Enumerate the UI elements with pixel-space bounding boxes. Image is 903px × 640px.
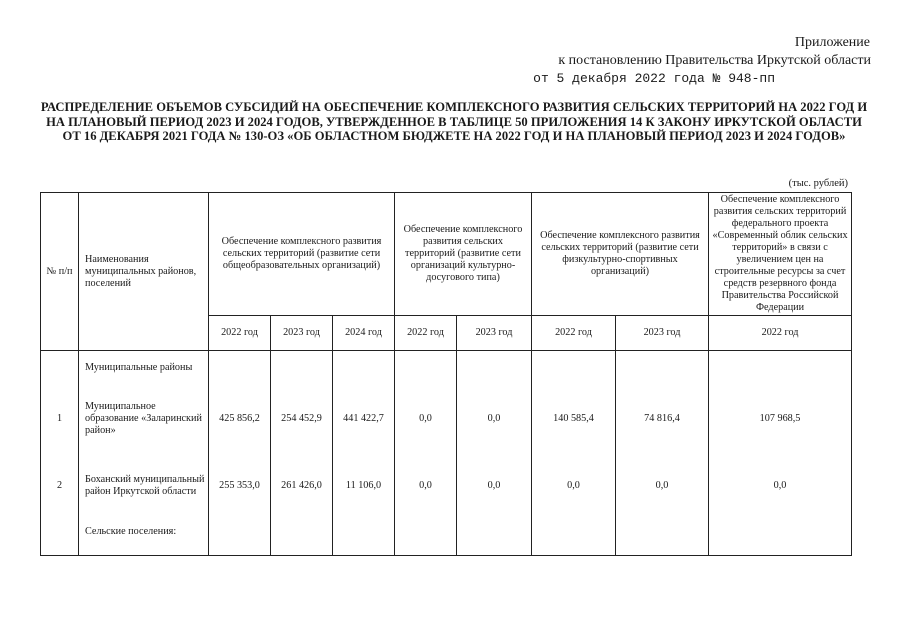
row-name: Боханский муниципальный район Иркутской области — [79, 465, 209, 508]
document-title: РАСПРЕДЕЛЕНИЕ ОБЪЕМОВ СУБСИДИЙ НА ОБЕСПЕЧЕНИЕ КОМПЛЕКСНОГО РАЗВИТИЯ СЕЛЬСКИХ ТЕРРИТОРИЙ НА 2022 ГОД И НА ПЛАНОВЫЙ ПЕРИОД 2023 И 2024 ГОДОВ, УТВЕРЖДЕННОЕ В ТАБЛИЦЕ 50 ПРИЛОЖЕНИЯ 14 К ЗАКОНУ ИРКУТСКОЙ ОБЛАСТИ ОТ 16 ДЕКАБРЯ 2021 ГОДА № 130-ОЗ «ОБ ОБЛАСТНОМ БЮДЖЕТЕ НА 2022 ГОД И НА ПЛАНОВЫЙ ПЕРИОД 2023 И 2024 ГОДОВ» — [40, 100, 868, 143]
row-num: 1 — [41, 398, 79, 441]
row-value: 254 452,9 — [271, 398, 333, 441]
row-value: 0,0 — [532, 465, 616, 508]
row-value: 255 353,0 — [209, 465, 271, 508]
year-cell: 2022 год — [209, 316, 271, 351]
appendix-block — [533, 34, 871, 88]
header-federal: Обеспечение комплексного развития сельских территорий федерального проекта «Современный облик сельских территорий» в связи с увеличением цен на строительные ресурсы за счет средств резервного фонда Правительства Российской Федерации — [709, 193, 852, 316]
appendix-title: Приложение — [794, 35, 870, 50]
row-value: 0,0 — [709, 465, 852, 508]
row-value: 0,0 — [457, 398, 532, 441]
row-value: 140 585,4 — [532, 398, 616, 441]
row-name: Муниципальное образование «Заларинский район» — [79, 398, 209, 441]
row-value: 0,0 — [616, 465, 709, 508]
row-value: 261 426,0 — [271, 465, 333, 508]
header-culture: Обеспечение комплексного развития сельских территорий (развитие сети организаций культурно-досугового типа) — [395, 193, 532, 316]
year-cell: 2024 год — [333, 316, 395, 351]
section-row — [41, 522, 852, 542]
year-cell: 2023 год — [271, 316, 333, 351]
row-num: 2 — [41, 465, 79, 508]
row-value: 441 422,7 — [333, 398, 395, 441]
appendix-date: от 5 декабря 2022 года № 948-пп — [533, 71, 775, 86]
subsidy-table — [40, 192, 852, 556]
header-name: Наименования муниципальных районов, поселений — [79, 193, 209, 351]
row-value: 74 816,4 — [616, 398, 709, 441]
row-value: 0,0 — [395, 398, 457, 441]
header-edu: Обеспечение комплексного развития сельских территорий (развитие сети общеобразовательных организаций) — [209, 193, 395, 316]
year-cell: 2022 год — [532, 316, 616, 351]
section-municipal-districts: Муниципальные районы — [79, 358, 209, 378]
year-cell: 2023 год — [616, 316, 709, 351]
table-row — [41, 465, 852, 508]
row-value: 425 856,2 — [209, 398, 271, 441]
header-row — [41, 193, 852, 316]
table-row — [41, 398, 852, 441]
year-cell: 2023 год — [457, 316, 532, 351]
header-sport: Обеспечение комплексного развития сельских территорий (развитие сети физкультурно-спортивных организаций) — [532, 193, 709, 316]
section-row — [41, 358, 852, 378]
units-label: (тыс. рублей) — [788, 178, 848, 189]
appendix-decree: к постановлению Правительства Иркутской области — [558, 53, 871, 68]
section-rural-settlements: Сельские поселения: — [79, 522, 209, 542]
row-value: 0,0 — [395, 465, 457, 508]
header-num: № п/п — [41, 193, 79, 351]
year-cell: 2022 год — [709, 316, 852, 351]
row-value: 11 106,0 — [333, 465, 395, 508]
row-value: 0,0 — [457, 465, 532, 508]
row-value: 107 968,5 — [709, 398, 852, 441]
year-cell: 2022 год — [395, 316, 457, 351]
